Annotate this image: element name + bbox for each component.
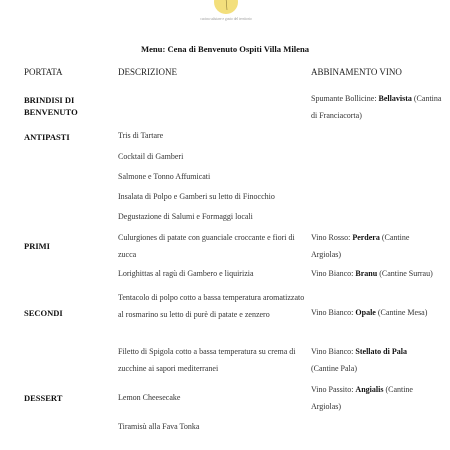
- wine-name: Branu: [355, 269, 378, 278]
- primi-item: Lorighittas al ragù di Gambero e liquirizia: [118, 269, 254, 278]
- antipasti-item: Tris di Tartare: [118, 131, 164, 140]
- header-course: PORTATA: [24, 67, 63, 77]
- wine-name: Opale: [355, 308, 376, 317]
- wine-name: Perdera: [352, 233, 380, 242]
- wine-name: Stellato di Pala: [355, 347, 407, 356]
- pairing-secondi-2: Vino Bianco: Stellato di Pala (Cantine Pala): [311, 347, 407, 373]
- antipasti-item: Insalata di Polpo e Gamberi su letto di Finocchio: [118, 192, 275, 201]
- dessert-item: Lemon Cheesecake: [118, 393, 181, 402]
- menu-title: Menu: Cena di Benvenuto Ospiti Villa Milena: [140, 44, 310, 54]
- logo: [198, 0, 254, 38]
- header-description: DESCRIZIONE: [118, 67, 177, 77]
- course-dessert: DESSERT: [24, 393, 63, 403]
- header-pairing: ABBINAMENTO VINO: [311, 67, 402, 77]
- antipasti-item: Salmone e Tonno Affumicati: [118, 172, 211, 181]
- course-primi: PRIMI: [24, 241, 50, 251]
- pairing-dessert: Vino Passito: Angialis (Cantine Argiolas): [311, 385, 413, 411]
- course-brindisi: BRINDISI DI BENVENUTO: [24, 95, 78, 117]
- pairing-secondi-1: Vino Bianco: Opale (Cantine Mesa): [311, 308, 428, 317]
- logo-tagline: cucina salutare e gusto del territorio: [200, 17, 252, 21]
- pairing-brindisi: Spumante Bollicine: Bellavista (Cantina di Franciacorta): [311, 94, 442, 120]
- secondi-item: Tentacolo di polpo cotto a bassa temperatura aromatizzato al rosmarino su letto di purè di patate e zenzero: [118, 293, 305, 319]
- sun-logo-icon: [212, 0, 240, 16]
- wine-name: Angialis: [355, 385, 384, 394]
- antipasti-item: Cocktail di Gamberi: [118, 152, 184, 161]
- course-secondi: SECONDI: [24, 308, 63, 318]
- primi-item: Culurgiones di patate con guanciale croccante e fiori di zucca: [118, 233, 295, 259]
- pairing-primi-1: Vino Rosso: Perdera (Cantine Argiolas): [311, 233, 410, 259]
- secondi-item: Filetto di Spigola cotto a bassa temperatura su crema di zucchine ai sapori mediterranei: [118, 347, 296, 373]
- wine-name: Bellavista: [378, 94, 412, 103]
- dessert-item: Tiramisù alla Fava Tonka: [118, 422, 200, 431]
- pairing-primi-2: Vino Bianco: Branu (Cantine Surrau): [311, 269, 433, 278]
- course-antipasti: ANTIPASTI: [24, 132, 70, 142]
- antipasti-item: Degustazione di Salumi e Formaggi locali: [118, 212, 253, 221]
